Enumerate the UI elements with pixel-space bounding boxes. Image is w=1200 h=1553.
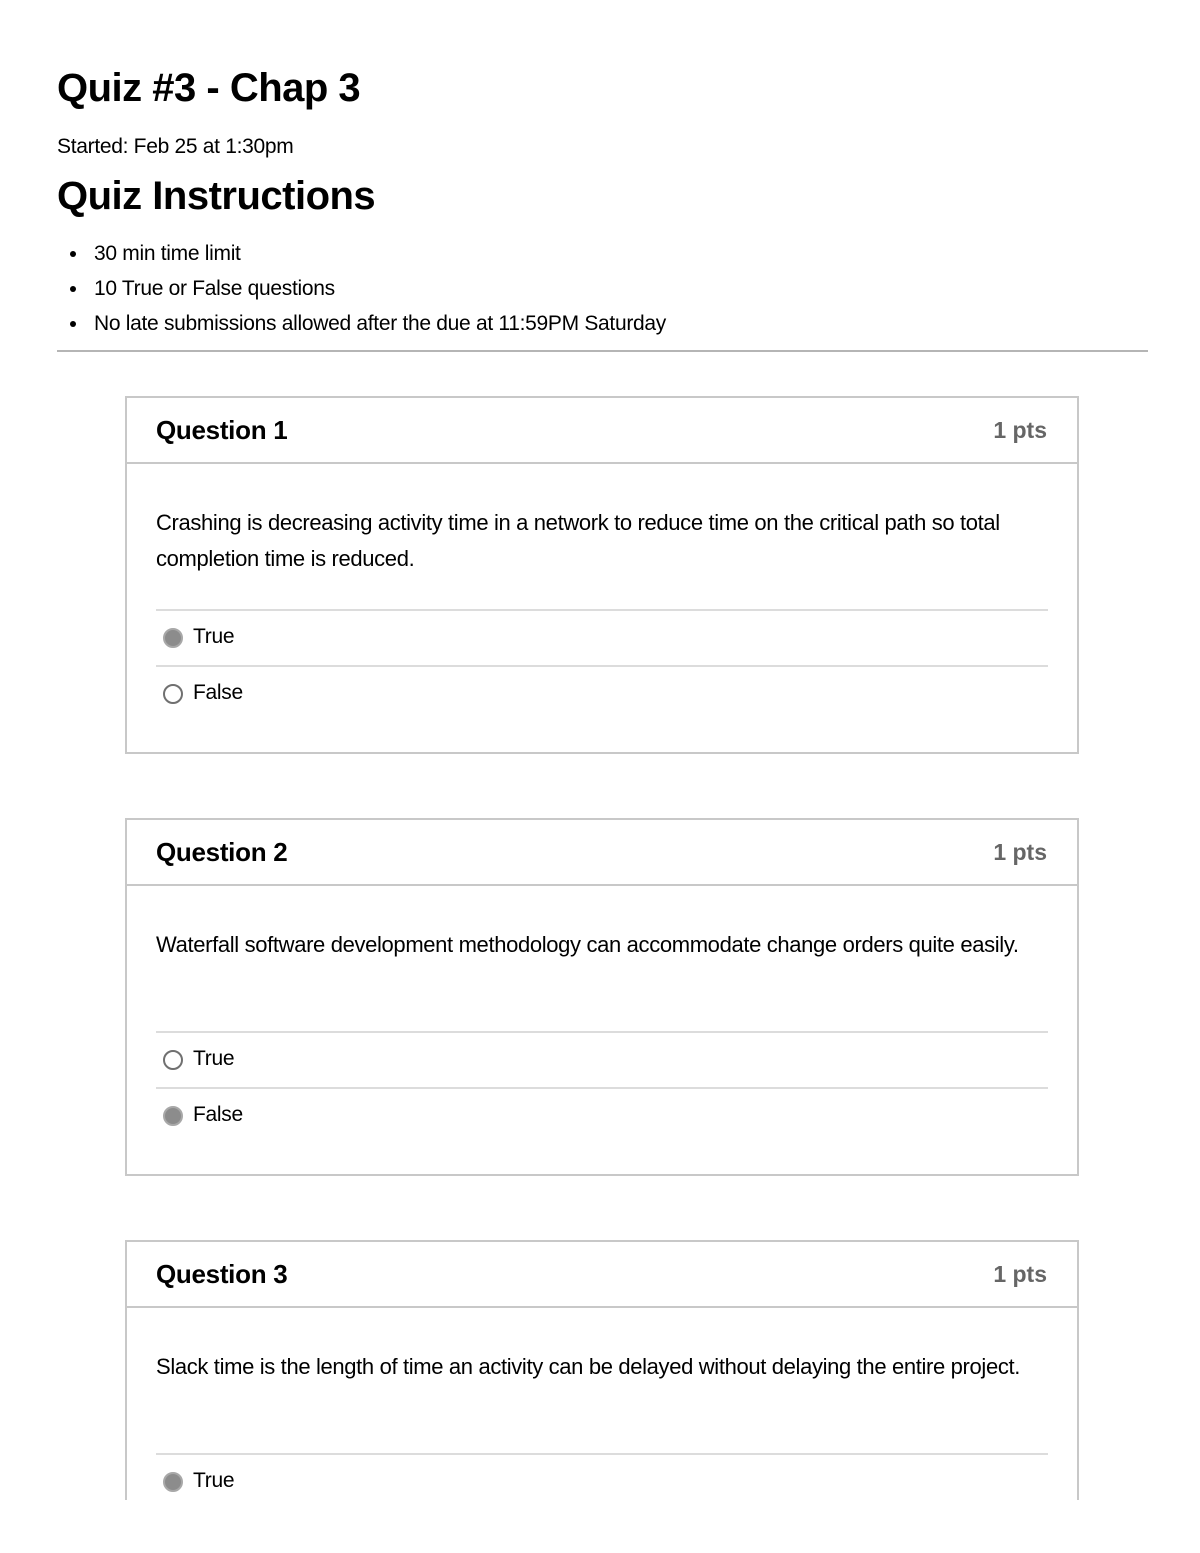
question-card-1 (125, 396, 1079, 754)
question-points: 1 pts (993, 839, 1047, 865)
question-header (127, 398, 1077, 464)
question-header (127, 1242, 1077, 1308)
question-title: Question 3 (156, 1259, 288, 1289)
answer-option-false[interactable] (156, 665, 1048, 721)
instruction-text: 10 True or False questions (94, 277, 335, 300)
answer-option-true[interactable] (156, 1031, 1048, 1087)
instruction-text: No late submissions allowed after the due at 11:59PM Saturday (94, 312, 666, 335)
instruction-text: 30 min time limit (94, 242, 241, 265)
question-title: Question 1 (156, 415, 288, 445)
answer-option-true[interactable] (156, 609, 1048, 665)
question-points: 1 pts (993, 417, 1047, 443)
bullet-icon (70, 321, 76, 327)
question-card-3 (125, 1240, 1079, 1500)
answer-option-false[interactable] (156, 1087, 1048, 1143)
question-body (127, 886, 1077, 1143)
question-points: 1 pts (993, 1261, 1047, 1287)
instructions-heading: Quiz Instructions (57, 174, 376, 218)
radio-selected-icon[interactable] (163, 1472, 183, 1492)
instructions-list (57, 236, 666, 341)
bullet-icon (70, 251, 76, 257)
answer-list (156, 609, 1048, 721)
answer-label[interactable]: False (193, 681, 243, 704)
answer-label[interactable]: True (193, 625, 235, 648)
question-text: Waterfall software development methodology can accommodate change orders quite easily. (156, 932, 1019, 957)
answer-label[interactable]: True (193, 1047, 235, 1070)
quiz-title: Quiz #3 - Chap 3 (57, 66, 361, 110)
question-body (127, 1308, 1077, 1509)
question-header (127, 820, 1077, 886)
answer-list (156, 1031, 1048, 1143)
answer-option-true[interactable] (156, 1453, 1048, 1509)
radio-selected-icon[interactable] (163, 1106, 183, 1126)
answer-label[interactable]: True (193, 1469, 235, 1492)
question-body (127, 464, 1077, 721)
answer-list (156, 1453, 1048, 1509)
radio-unselected-icon[interactable] (163, 684, 183, 704)
question-card-2 (125, 818, 1079, 1176)
instruction-item (57, 236, 666, 271)
bullet-icon (70, 286, 76, 292)
radio-selected-icon[interactable] (163, 628, 183, 648)
answer-label[interactable]: False (193, 1103, 243, 1126)
started-timestamp: Started: Feb 25 at 1:30pm (57, 135, 294, 158)
question-text: Crashing is decreasing activity time in a network to reduce time on the critical path so total completion time is reduced. (156, 510, 1000, 571)
question-title: Question 2 (156, 837, 288, 867)
instruction-item (57, 306, 666, 341)
instruction-item (57, 271, 666, 306)
radio-unselected-icon[interactable] (163, 1050, 183, 1070)
section-divider (57, 350, 1148, 352)
question-text: Slack time is the length of time an activity can be delayed without delaying the entire project. (156, 1354, 1021, 1379)
